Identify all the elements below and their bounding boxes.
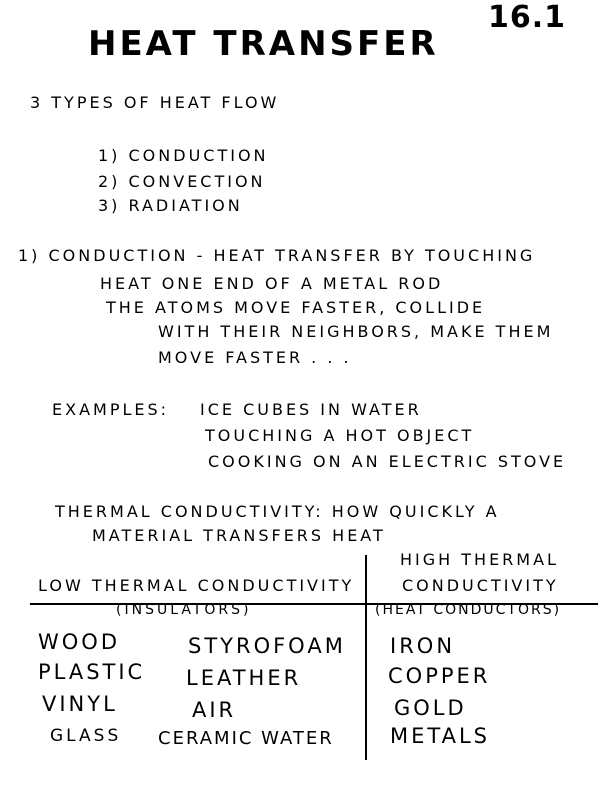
low-item-vinyl: VINYL xyxy=(42,692,118,716)
conduction-line-1: HEAT ONE END OF A METAL ROD xyxy=(100,274,444,293)
low-item-glass: GLASS xyxy=(50,726,122,746)
page-title: HEAT TRANSFER xyxy=(88,24,439,64)
thermal-conductivity-line-1: THERMAL CONDUCTIVITY: HOW QUICKLY A xyxy=(55,502,500,521)
high-header-line-1: HIGH THERMAL xyxy=(400,550,559,569)
high-item-gold: GOLD xyxy=(394,696,467,720)
conduction-line-3: WITH THEIR NEIGHBORS, MAKE THEM xyxy=(158,322,554,341)
low-item-air: AIR xyxy=(192,698,237,722)
thermal-conductivity-line-2: MATERIAL TRANSFERS HEAT xyxy=(92,526,386,545)
low-item-styrofoam: STYROFOAM xyxy=(188,634,346,658)
low-subheader: (INSULATORS) xyxy=(116,602,252,618)
high-subheader: (HEAT CONDUCTORS) xyxy=(375,602,562,618)
high-header-line-2: CONDUCTIVITY xyxy=(402,576,559,595)
example-item-1: ICE CUBES IN WATER xyxy=(200,400,422,419)
example-item-2: TOUCHING A HOT OBJECT xyxy=(205,426,475,445)
page-number: 16.1 xyxy=(488,0,567,35)
low-item-leather: LEATHER xyxy=(186,666,302,690)
table-vertical-divider xyxy=(365,555,367,760)
low-item-wood: WOOD xyxy=(38,630,120,654)
conduction-line-4: MOVE FASTER . . . xyxy=(158,348,352,367)
intro-line: 3 TYPES OF HEAT FLOW xyxy=(30,93,280,112)
low-item-plastic: PLASTIC xyxy=(38,660,146,684)
type-item-convection: 2) CONVECTION xyxy=(98,172,266,191)
low-header: LOW THERMAL CONDUCTIVITY xyxy=(38,576,355,595)
high-item-copper: COPPER xyxy=(388,664,491,688)
type-item-radiation: 3) RADIATION xyxy=(98,196,243,215)
high-item-iron: IRON xyxy=(390,634,456,658)
type-item-conduction: 1) CONDUCTION xyxy=(98,146,269,165)
examples-label: EXAMPLES: xyxy=(52,400,170,419)
example-item-3: COOKING ON AN ELECTRIC STOVE xyxy=(208,452,567,471)
conduction-line-2: THE ATOMS MOVE FASTER, COLLIDE xyxy=(106,298,486,317)
high-item-metals: METALS xyxy=(390,724,490,748)
conduction-heading: 1) CONDUCTION - HEAT TRANSFER BY TOUCHING xyxy=(18,246,536,265)
low-item-ceramic-water: CERAMIC WATER xyxy=(158,728,334,749)
